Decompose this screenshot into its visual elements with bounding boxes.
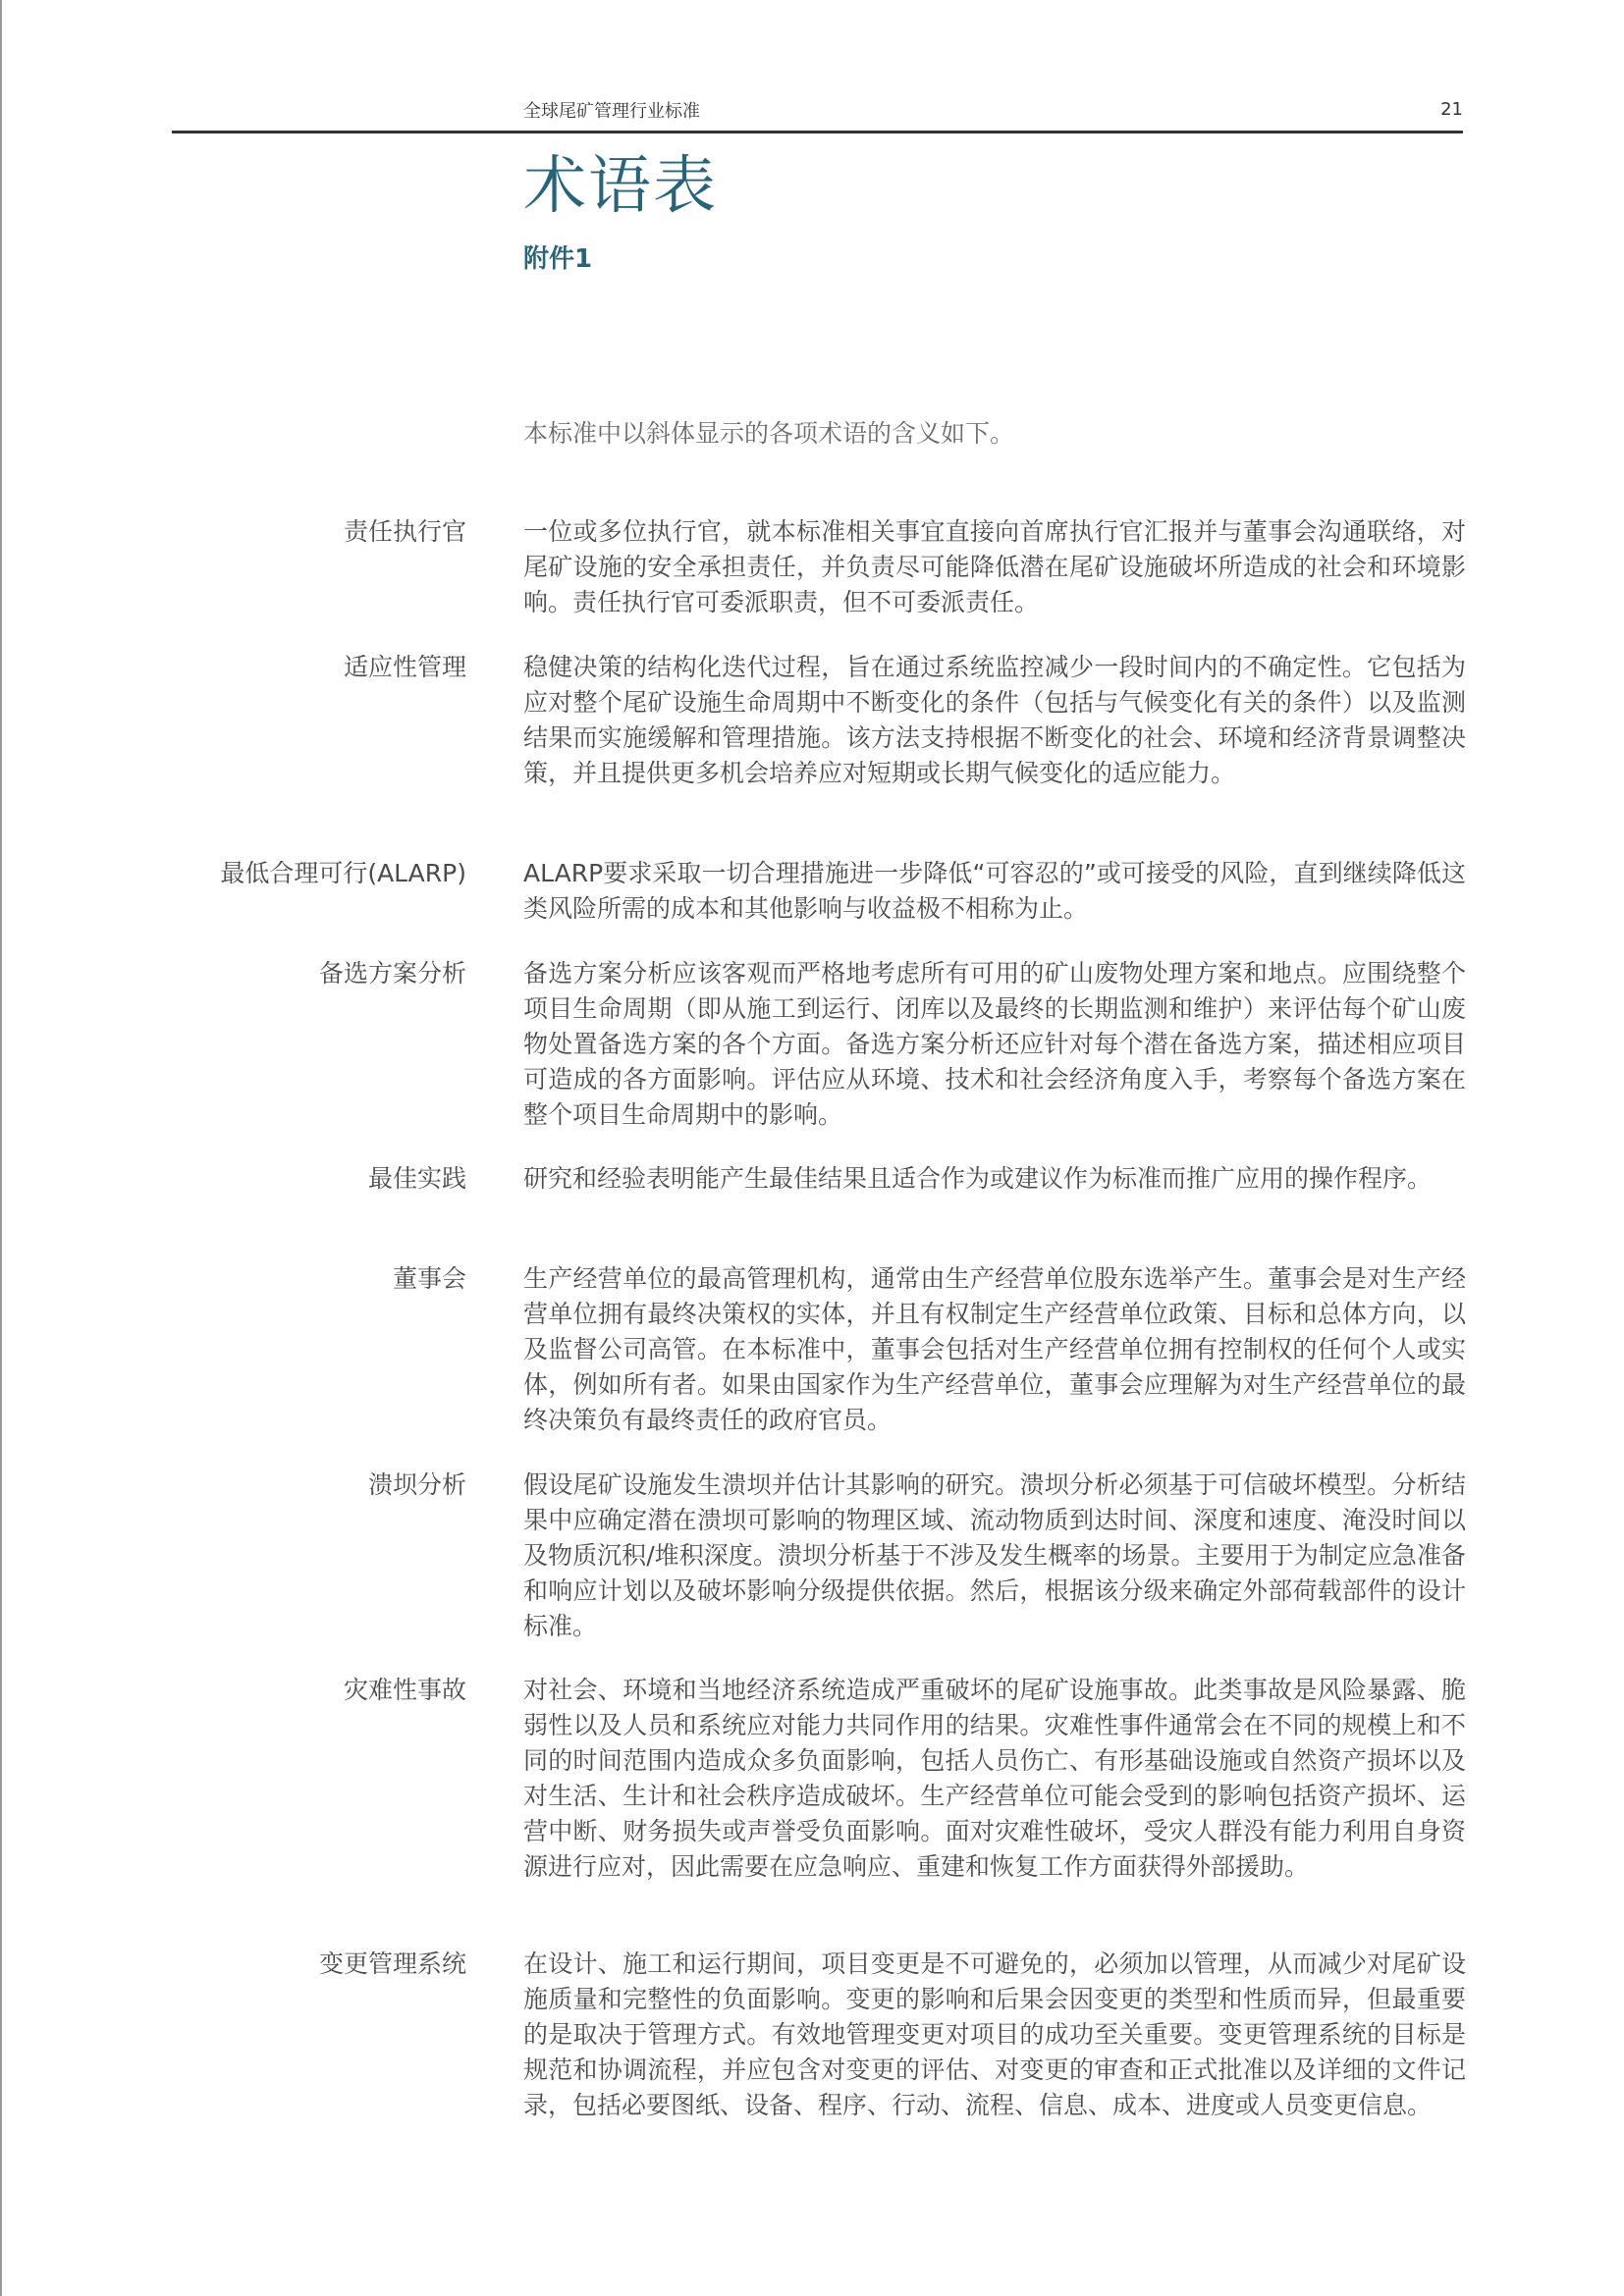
glossary-definition: 假设尾矿设施发生溃坝并估计其影响的研究。溃坝分析必须基于可信破坏模型。分析结果中应确定潜在溃坝可影响的物理区域、流动物质到达时间、深度和速度、淹没时间以及物质沉积/堆积深度。溃坝分析基于不涉及发生概率的场景。主要用于为制定应急准备和响应计划以及破坏影响分级提供依据。然后，根据该分级来确定外部荷载部件的设计标准。 xyxy=(523,1470,1466,1640)
page-title: 术语表 xyxy=(523,150,718,223)
glossary-definition: ALARP要求采取一切合理措施进一步降低“可容忍的”或可接受的风险，直到继续降低这类风险所需的成本和其他影响与收益极不相称为止。 xyxy=(523,859,1466,923)
header-rule xyxy=(172,131,1463,133)
glossary-definition: 一位或多位执行官，就本标准相关事宜直接向首席执行官汇报并与董事会沟通联络，对尾矿设施的安全承担责任，并负责尽可能降低潜在尾矿设施破坏所造成的社会和环境影响。责任执行官可委派职责，但不可委派责任。 xyxy=(523,517,1466,616)
glossary-term: 适应性管理 xyxy=(343,653,466,681)
glossary-term: 变更管理系统 xyxy=(318,1949,466,1978)
running-header xyxy=(172,93,1463,133)
glossary-definition: 备选方案分析应该客观而严格地考虑所有可用的矿山废物处理方案和地点。应围绕整个项目生命周期（即从施工到运行、闭库以及最终的长期监测和维护）来评估每个矿山废物处置备选方案的各个方面。备选方案分析还应针对每个潜在备选方案，描述相应项目可造成的各方面影响。评估应从环境、技术和社会经济角度入手，考察每个备选方案在整个项目生命周期中的影响。 xyxy=(523,959,1466,1129)
page-subtitle: 附件1 xyxy=(523,244,593,274)
glossary-term: 最低合理可行(ALARP) xyxy=(220,859,466,887)
header-title: 全球尾矿管理行业标准 xyxy=(523,101,700,122)
glossary-term: 灾难性事故 xyxy=(343,1676,466,1704)
glossary-definition: 对社会、环境和当地经济系统造成严重破坏的尾矿设施事故。此类事故是风险暴露、脆弱性以及人员和系统应对能力共同作用的结果。灾难性事件通常会在不同的规模上和不同的时间范围内造成众多负面影响，包括人员伤亡、有形基础设施或自然资产损坏以及对生活、生计和社会秩序造成破坏。生产经营单位可能会受到的影响包括资产损坏、运营中断、财务损失或声誉受负面影响。面对灾难性破坏，受灾人群没有能力利用自身资源进行应对，因此需要在应急响应、重建和恢复工作方面获得外部援助。 xyxy=(523,1676,1466,1881)
intro-text: 本标准中以斜体显示的各项术语的含义如下。 xyxy=(523,419,1015,448)
glossary-definition: 生产经营单位的最高管理机构，通常由生产经营单位股东选举产生。董事会是对生产经营单位拥有最终决策权的实体，并且有权制定生产经营单位政策、目标和总体方向，以及监督公司高管。在本标准中，董事会包括对生产经营单位拥有控制权的任何个人或实体，例如所有者。如果由国家作为生产经营单位，董事会应理解为对生产经营单位的最终决策负有最终责任的政府官员。 xyxy=(523,1264,1466,1434)
glossary-definition: 稳健决策的结构化迭代过程，旨在通过系统监控减少一段时间内的不确定性。它包括为应对整个尾矿设施生命周期中不断变化的条件（包括与气候变化有关的条件）以及监测结果而实施缓解和管理措施。该方法支持根据不断变化的社会、环境和经济背景调整决策，并且提供更多机会培养应对短期或长期气候变化的适应能力。 xyxy=(523,653,1466,787)
glossary-term: 最佳实践 xyxy=(367,1164,466,1193)
glossary-term: 董事会 xyxy=(392,1264,466,1293)
glossary-definition: 在设计、施工和运行期间，项目变更是不可避免的，必须加以管理，从而减少对尾矿设施质量和完整性的负面影响。变更的影响和后果会因变更的类型和性质而异，但最重要的是取决于管理方式。有效地管理变更对项目的成功至关重要。变更管理系统的目标是规范和协调流程，并应包含对变更的评估、对变更的审查和正式批准以及详细的文件记录，包括必要图纸、设备、程序、行动、流程、信息、成本、进度或人员变更信息。 xyxy=(523,1949,1466,2119)
glossary-definition: 研究和经验表明能产生最佳结果且适合作为或建议作为标准而推广应用的操作程序。 xyxy=(523,1164,1433,1193)
glossary-term: 溃坝分析 xyxy=(367,1470,466,1499)
glossary-term: 责任执行官 xyxy=(343,517,466,546)
page-number: 21 xyxy=(1440,99,1463,120)
page-left-edge xyxy=(0,0,2,2296)
glossary-term: 备选方案分析 xyxy=(318,959,466,988)
